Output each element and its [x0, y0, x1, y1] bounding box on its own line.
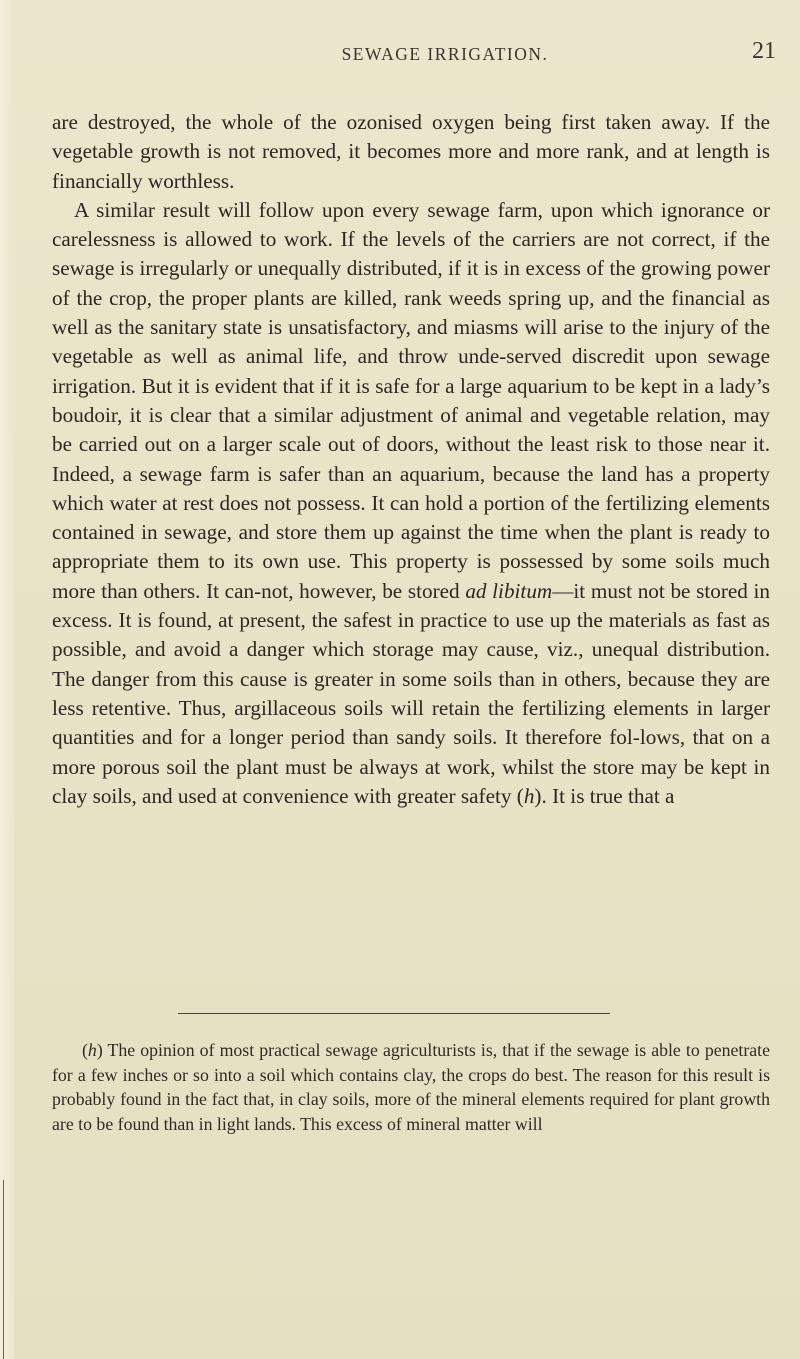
paragraph-2 — [52, 196, 770, 811]
paragraph-2-part-b: —it must not be stored in excess. It is found, at present, the safest in practice to use up the materials as fast as possible, and avoid a danger which storage may cause, viz., unequal distribution. The danger from this cause is greater in some soils than in others, because they are less retentive. Thus, argillaceous soils will retain the fertilizing elements in larger quantities and for a longer period than sandy soils. It therefore fol-lows, that on a more porous soil the plant must be always at work, whilst the store may be kept in clay soils, and used at convenience with greater safety ( — [52, 578, 771, 808]
paragraph-2-part-c: ). It is true that a — [534, 783, 675, 808]
paragraph-1: are destroyed, the whole of the ozonised oxygen being first taken away. If the vegetable growth is not removed, it becomes more and more rank, and at length is financially worthless. — [52, 110, 770, 193]
footnote — [52, 1038, 770, 1136]
page-fold-line — [3, 1180, 4, 1359]
footnote-marker-close: ) — [96, 1040, 103, 1060]
main-text-block — [52, 108, 770, 811]
page-gutter-edge — [0, 0, 14, 1359]
footnote-marker-open: ( — [82, 1040, 88, 1060]
latin-phrase: ad libitum — [465, 578, 553, 603]
footnote-marker-letter: h — [87, 1040, 97, 1060]
footnote-reference: h — [523, 783, 535, 808]
footnote-text: The opinion of most practical sewage agriculturists is, that if the sewage is able to penetrate for a few inches or so into a soil which contains clay, the crops do best. The reason for this result is probably found in the fact that, in clay soils, more of the mineral elements required for plant growth are to be found than in light lands. This excess of mineral matter will — [52, 1040, 770, 1134]
footnote-divider — [178, 1013, 610, 1014]
running-title: SEWAGE IRRIGATION. — [341, 44, 549, 64]
page-number: 21 — [752, 38, 776, 64]
paragraph-2-part-a: A similar result will follow upon every sewage farm, upon which ignorance or carelessness is allowed to work. If the levels of the carriers are not correct, if the sewage is irregularly or unequally distributed, if it is in excess of the growing power of the crop, the proper plants are killed, rank weeds spring up, and the financial as well as the sanitary state is unsatisfactory, and miasms will arise to the injury of the vegetable as well as animal life, and throw unde-served discredit upon sewage irrigation. But it is evident that if it is safe for a large aquarium to be kept in a lady’s boudoir, it is clear that a similar adjustment of animal and vegetable relation, may be carried out on a larger scale out of doors, without the least risk to those near it. Indeed, a sewage farm is safer than an aquarium, because the land has a property which water at rest does not possess. It can hold a portion of the fertilizing elements contained in sewage, and store them up against the time when the plant is ready to appropriate them to its own use. This property is possessed by some soils much more than others. It can-not, however, be stored — [52, 197, 770, 603]
